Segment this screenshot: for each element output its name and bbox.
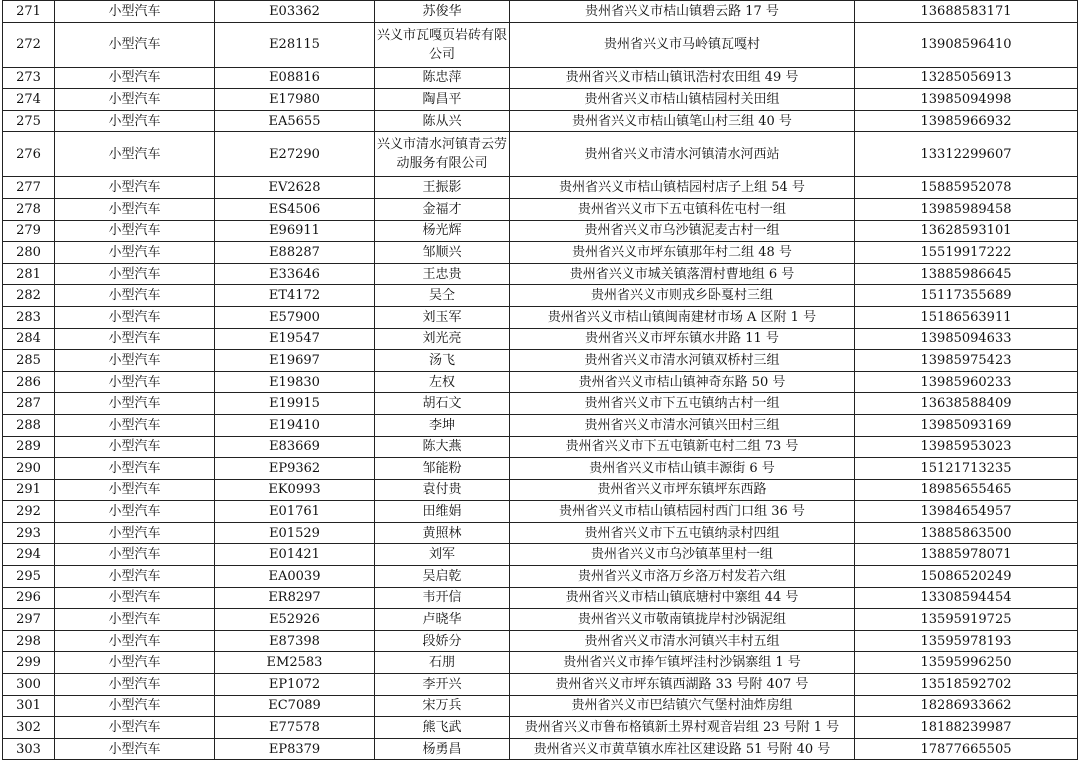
table-row xyxy=(3,695,1078,717)
address-cell: 贵州省兴义市洛万乡洛万村发若六组 xyxy=(510,566,855,588)
plate-number-cell: E03362 xyxy=(215,1,375,23)
row-number-cell: 281 xyxy=(3,263,55,285)
row-number-cell: 271 xyxy=(3,1,55,23)
address-cell: 贵州省兴义市清水河镇清水河西站 xyxy=(510,132,855,177)
owner-name-cell: 陈从兴 xyxy=(375,110,510,132)
row-number-cell: 283 xyxy=(3,306,55,328)
vehicle-type-cell: 小型汽车 xyxy=(55,414,215,436)
vehicle-type-cell: 小型汽车 xyxy=(55,371,215,393)
vehicle-type-cell: 小型汽车 xyxy=(55,177,215,199)
table-row xyxy=(3,544,1078,566)
vehicle-type-cell: 小型汽车 xyxy=(55,350,215,372)
address-cell: 贵州省兴义市桔山镇笔山村三组 40 号 xyxy=(510,110,855,132)
address-cell: 贵州省兴义市坪东镇水井路 11 号 xyxy=(510,328,855,350)
phone-cell: 13638588409 xyxy=(855,393,1078,415)
row-number-cell: 297 xyxy=(3,609,55,631)
address-cell: 贵州省兴义市敬南镇拢岸村沙锅泥组 xyxy=(510,609,855,631)
plate-number-cell: ET4172 xyxy=(215,285,375,307)
plate-number-cell: EP1072 xyxy=(215,674,375,696)
row-number-cell: 279 xyxy=(3,220,55,242)
address-cell: 贵州省兴义市桔山镇碧云路 17 号 xyxy=(510,1,855,23)
table-row xyxy=(3,630,1078,652)
phone-cell: 13985966932 xyxy=(855,110,1078,132)
vehicle-type-cell: 小型汽车 xyxy=(55,674,215,696)
plate-number-cell: EC7089 xyxy=(215,695,375,717)
address-cell: 贵州省兴义市桔山镇桔园村西门口组 36 号 xyxy=(510,501,855,523)
phone-cell: 13688583171 xyxy=(855,1,1078,23)
row-number-cell: 273 xyxy=(3,67,55,89)
address-cell: 贵州省兴义市下五屯镇纳录村四组 xyxy=(510,522,855,544)
vehicle-type-cell: 小型汽车 xyxy=(55,479,215,501)
owner-name-cell: 宋万兵 xyxy=(375,695,510,717)
plate-number-cell: E27290 xyxy=(215,132,375,177)
row-number-cell: 299 xyxy=(3,652,55,674)
address-cell: 贵州省兴义市桔山镇闽南建材市场 A 区附 1 号 xyxy=(510,306,855,328)
vehicle-type-cell: 小型汽车 xyxy=(55,738,215,760)
table-row xyxy=(3,414,1078,436)
plate-number-cell: EM2583 xyxy=(215,652,375,674)
phone-cell: 13595978193 xyxy=(855,630,1078,652)
vehicle-type-cell: 小型汽车 xyxy=(55,522,215,544)
vehicle-type-cell: 小型汽车 xyxy=(55,587,215,609)
owner-name-cell: 刘光亮 xyxy=(375,328,510,350)
phone-cell: 13985094633 xyxy=(855,328,1078,350)
vehicle-type-cell: 小型汽车 xyxy=(55,198,215,220)
vehicle-type-cell: 小型汽车 xyxy=(55,544,215,566)
address-cell: 贵州省兴义市黄草镇水库社区建设路 51 号附 40 号 xyxy=(510,738,855,760)
table-row xyxy=(3,522,1078,544)
table-row xyxy=(3,479,1078,501)
vehicle-type-cell: 小型汽车 xyxy=(55,89,215,111)
plate-number-cell: E19830 xyxy=(215,371,375,393)
owner-name-cell: 陶昌平 xyxy=(375,89,510,111)
phone-cell: 18188239987 xyxy=(855,717,1078,739)
phone-cell: 15121713235 xyxy=(855,458,1078,480)
table-row xyxy=(3,220,1078,242)
plate-number-cell: EK0993 xyxy=(215,479,375,501)
address-cell: 贵州省兴义市乌沙镇革里村一组 xyxy=(510,544,855,566)
row-number-cell: 301 xyxy=(3,695,55,717)
table-row xyxy=(3,306,1078,328)
vehicle-type-cell: 小型汽车 xyxy=(55,220,215,242)
row-number-cell: 293 xyxy=(3,522,55,544)
row-number-cell: 288 xyxy=(3,414,55,436)
phone-cell: 15117355689 xyxy=(855,285,1078,307)
row-number-cell: 287 xyxy=(3,393,55,415)
owner-name-cell: 田维娟 xyxy=(375,501,510,523)
phone-cell: 13985989458 xyxy=(855,198,1078,220)
table-row xyxy=(3,177,1078,199)
vehicle-type-cell: 小型汽车 xyxy=(55,609,215,631)
row-number-cell: 295 xyxy=(3,566,55,588)
address-cell: 贵州省兴义市下五屯镇新屯村二组 73 号 xyxy=(510,436,855,458)
address-cell: 贵州省兴义市桔山镇讯浩村农田组 49 号 xyxy=(510,67,855,89)
table-row xyxy=(3,263,1078,285)
table-row xyxy=(3,738,1078,760)
plate-number-cell: E88287 xyxy=(215,242,375,264)
vehicle-type-cell: 小型汽车 xyxy=(55,67,215,89)
row-number-cell: 303 xyxy=(3,738,55,760)
owner-name-cell: 熊飞武 xyxy=(375,717,510,739)
phone-cell: 13985975423 xyxy=(855,350,1078,372)
phone-cell: 13518592702 xyxy=(855,674,1078,696)
vehicle-type-cell: 小型汽车 xyxy=(55,695,215,717)
phone-cell: 13285056913 xyxy=(855,67,1078,89)
plate-number-cell: E96911 xyxy=(215,220,375,242)
address-cell: 贵州省兴义市巴结镇穴气堡村油炸房组 xyxy=(510,695,855,717)
phone-cell: 15885952078 xyxy=(855,177,1078,199)
address-cell: 贵州省兴义市桔山镇神奇东路 50 号 xyxy=(510,371,855,393)
vehicle-registry-table xyxy=(2,0,1078,760)
plate-number-cell: EA5655 xyxy=(215,110,375,132)
vehicle-type-cell: 小型汽车 xyxy=(55,285,215,307)
address-cell: 贵州省兴义市清水河镇双桥村三组 xyxy=(510,350,855,372)
owner-name-cell: 兴义市清水河镇青云劳动服务有限公司 xyxy=(375,132,510,177)
plate-number-cell: E28115 xyxy=(215,22,375,67)
plate-number-cell: E87398 xyxy=(215,630,375,652)
row-number-cell: 289 xyxy=(3,436,55,458)
owner-name-cell: 吴仝 xyxy=(375,285,510,307)
table-row xyxy=(3,501,1078,523)
address-cell: 贵州省兴义市下五屯镇纳古村一组 xyxy=(510,393,855,415)
table-row xyxy=(3,652,1078,674)
vehicle-type-cell: 小型汽车 xyxy=(55,458,215,480)
phone-cell: 13985093169 xyxy=(855,414,1078,436)
owner-name-cell: 黄照林 xyxy=(375,522,510,544)
address-cell: 贵州省兴义市城关镇落渭村曹地组 6 号 xyxy=(510,263,855,285)
phone-cell: 13984654957 xyxy=(855,501,1078,523)
owner-name-cell: 苏俊华 xyxy=(375,1,510,23)
table-row xyxy=(3,350,1078,372)
plate-number-cell: EV2628 xyxy=(215,177,375,199)
table-row xyxy=(3,587,1078,609)
table-row xyxy=(3,132,1078,177)
table-row xyxy=(3,566,1078,588)
plate-number-cell: E19915 xyxy=(215,393,375,415)
owner-name-cell: 王忠贵 xyxy=(375,263,510,285)
table-row xyxy=(3,717,1078,739)
address-cell: 贵州省兴义市坪东镇那年村二组 48 号 xyxy=(510,242,855,264)
row-number-cell: 292 xyxy=(3,501,55,523)
row-number-cell: 290 xyxy=(3,458,55,480)
row-number-cell: 277 xyxy=(3,177,55,199)
phone-cell: 13885863500 xyxy=(855,522,1078,544)
phone-cell: 13312299607 xyxy=(855,132,1078,177)
owner-name-cell: 刘军 xyxy=(375,544,510,566)
vehicle-type-cell: 小型汽车 xyxy=(55,630,215,652)
vehicle-type-cell: 小型汽车 xyxy=(55,566,215,588)
table-row xyxy=(3,371,1078,393)
phone-cell: 17877665505 xyxy=(855,738,1078,760)
table-row xyxy=(3,609,1078,631)
plate-number-cell: E01421 xyxy=(215,544,375,566)
row-number-cell: 284 xyxy=(3,328,55,350)
vehicle-type-cell: 小型汽车 xyxy=(55,501,215,523)
row-number-cell: 278 xyxy=(3,198,55,220)
table-row xyxy=(3,328,1078,350)
row-number-cell: 285 xyxy=(3,350,55,372)
owner-name-cell: 左权 xyxy=(375,371,510,393)
phone-cell: 15086520249 xyxy=(855,566,1078,588)
owner-name-cell: 陈大燕 xyxy=(375,436,510,458)
phone-cell: 13985094998 xyxy=(855,89,1078,111)
owner-name-cell: 王振影 xyxy=(375,177,510,199)
owner-name-cell: 金福才 xyxy=(375,198,510,220)
plate-number-cell: E52926 xyxy=(215,609,375,631)
table-row xyxy=(3,285,1078,307)
plate-number-cell: E19410 xyxy=(215,414,375,436)
address-cell: 贵州省兴义市桔山镇桔园村店子上组 54 号 xyxy=(510,177,855,199)
address-cell: 贵州省兴义市马岭镇瓦嘎村 xyxy=(510,22,855,67)
table-row xyxy=(3,458,1078,480)
table-row xyxy=(3,393,1078,415)
owner-name-cell: 邹能粉 xyxy=(375,458,510,480)
phone-cell: 13985953023 xyxy=(855,436,1078,458)
table-row xyxy=(3,110,1078,132)
table-row xyxy=(3,89,1078,111)
plate-number-cell: ER8297 xyxy=(215,587,375,609)
row-number-cell: 282 xyxy=(3,285,55,307)
owner-name-cell: 刘玉军 xyxy=(375,306,510,328)
plate-number-cell: EP9362 xyxy=(215,458,375,480)
table-row xyxy=(3,67,1078,89)
vehicle-type-cell: 小型汽车 xyxy=(55,306,215,328)
phone-cell: 13628593101 xyxy=(855,220,1078,242)
plate-number-cell: E19547 xyxy=(215,328,375,350)
vehicle-type-cell: 小型汽车 xyxy=(55,242,215,264)
address-cell: 贵州省兴义市清水河镇兴丰村五组 xyxy=(510,630,855,652)
owner-name-cell: 邹顺兴 xyxy=(375,242,510,264)
phone-cell: 13908596410 xyxy=(855,22,1078,67)
vehicle-type-cell: 小型汽车 xyxy=(55,652,215,674)
owner-name-cell: 陈忠萍 xyxy=(375,67,510,89)
owner-name-cell: 李坤 xyxy=(375,414,510,436)
owner-name-cell: 石朋 xyxy=(375,652,510,674)
phone-cell: 15186563911 xyxy=(855,306,1078,328)
vehicle-type-cell: 小型汽车 xyxy=(55,132,215,177)
row-number-cell: 294 xyxy=(3,544,55,566)
table-row xyxy=(3,198,1078,220)
address-cell: 贵州省兴义市坪东镇西湖路 33 号附 407 号 xyxy=(510,674,855,696)
vehicle-type-cell: 小型汽车 xyxy=(55,263,215,285)
owner-name-cell: 杨光辉 xyxy=(375,220,510,242)
address-cell: 贵州省兴义市桔山镇底塘村中寨组 44 号 xyxy=(510,587,855,609)
owner-name-cell: 卢晓华 xyxy=(375,609,510,631)
plate-number-cell: E83669 xyxy=(215,436,375,458)
phone-cell: 13595919725 xyxy=(855,609,1078,631)
phone-cell: 13595996250 xyxy=(855,652,1078,674)
vehicle-type-cell: 小型汽车 xyxy=(55,717,215,739)
address-cell: 贵州省兴义市鲁布格镇新土界村观音岩组 23 号附 1 号 xyxy=(510,717,855,739)
plate-number-cell: ES4506 xyxy=(215,198,375,220)
owner-name-cell: 汤飞 xyxy=(375,350,510,372)
row-number-cell: 275 xyxy=(3,110,55,132)
plate-number-cell: E77578 xyxy=(215,717,375,739)
vehicle-type-cell: 小型汽车 xyxy=(55,436,215,458)
plate-number-cell: E17980 xyxy=(215,89,375,111)
table-row xyxy=(3,22,1078,67)
plate-number-cell: E33646 xyxy=(215,263,375,285)
address-cell: 贵州省兴义市坪东镇坪东西路 xyxy=(510,479,855,501)
table-row xyxy=(3,242,1078,264)
address-cell: 贵州省兴义市乌沙镇泥麦古村一组 xyxy=(510,220,855,242)
row-number-cell: 276 xyxy=(3,132,55,177)
address-cell: 贵州省兴义市桔山镇丰源街 6 号 xyxy=(510,458,855,480)
plate-number-cell: E01529 xyxy=(215,522,375,544)
owner-name-cell: 段娇分 xyxy=(375,630,510,652)
vehicle-type-cell: 小型汽车 xyxy=(55,22,215,67)
plate-number-cell: E19697 xyxy=(215,350,375,372)
phone-cell: 18286933662 xyxy=(855,695,1078,717)
plate-number-cell: E08816 xyxy=(215,67,375,89)
phone-cell: 18985655465 xyxy=(855,479,1078,501)
phone-cell: 13885986645 xyxy=(855,263,1078,285)
plate-number-cell: EA0039 xyxy=(215,566,375,588)
row-number-cell: 302 xyxy=(3,717,55,739)
row-number-cell: 296 xyxy=(3,587,55,609)
plate-number-cell: EP8379 xyxy=(215,738,375,760)
table-body xyxy=(3,1,1078,760)
table-row xyxy=(3,1,1078,23)
owner-name-cell: 胡石文 xyxy=(375,393,510,415)
row-number-cell: 298 xyxy=(3,630,55,652)
owner-name-cell: 李开兴 xyxy=(375,674,510,696)
owner-name-cell: 杨勇昌 xyxy=(375,738,510,760)
phone-cell: 15519917222 xyxy=(855,242,1078,264)
row-number-cell: 274 xyxy=(3,89,55,111)
row-number-cell: 300 xyxy=(3,674,55,696)
table-row xyxy=(3,436,1078,458)
owner-name-cell: 韦开信 xyxy=(375,587,510,609)
owner-name-cell: 兴义市瓦嘎页岩砖有限公司 xyxy=(375,22,510,67)
owner-name-cell: 袁付贵 xyxy=(375,479,510,501)
address-cell: 贵州省兴义市桔山镇桔园村关田组 xyxy=(510,89,855,111)
phone-cell: 13308594454 xyxy=(855,587,1078,609)
vehicle-type-cell: 小型汽车 xyxy=(55,1,215,23)
vehicle-type-cell: 小型汽车 xyxy=(55,393,215,415)
plate-number-cell: E01761 xyxy=(215,501,375,523)
row-number-cell: 286 xyxy=(3,371,55,393)
row-number-cell: 291 xyxy=(3,479,55,501)
vehicle-type-cell: 小型汽车 xyxy=(55,328,215,350)
table-row xyxy=(3,674,1078,696)
row-number-cell: 272 xyxy=(3,22,55,67)
row-number-cell: 280 xyxy=(3,242,55,264)
address-cell: 贵州省兴义市捧乍镇坪洼村沙锅寨组 1 号 xyxy=(510,652,855,674)
address-cell: 贵州省兴义市清水河镇兴田村三组 xyxy=(510,414,855,436)
owner-name-cell: 吴启乾 xyxy=(375,566,510,588)
phone-cell: 13985960233 xyxy=(855,371,1078,393)
vehicle-type-cell: 小型汽车 xyxy=(55,110,215,132)
address-cell: 贵州省兴义市则戎乡卧戛村三组 xyxy=(510,285,855,307)
address-cell: 贵州省兴义市下五屯镇科佐屯村一组 xyxy=(510,198,855,220)
plate-number-cell: E57900 xyxy=(215,306,375,328)
phone-cell: 13885978071 xyxy=(855,544,1078,566)
